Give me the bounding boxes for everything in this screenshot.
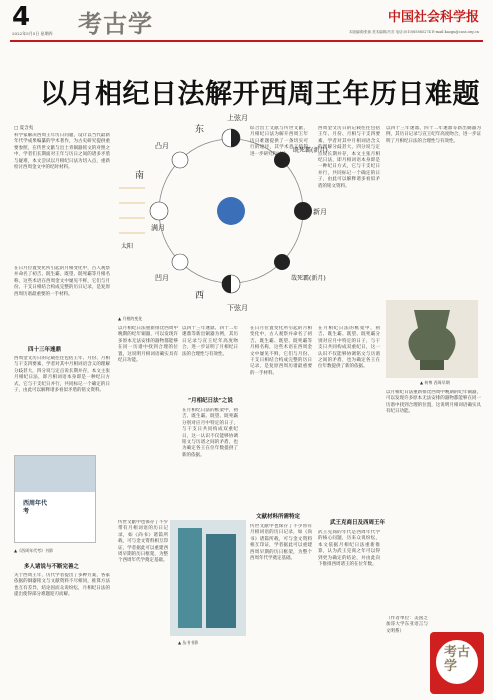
- bronze-vessel-image: [386, 300, 478, 378]
- body-paragraph: 以月相纪日法重新排比西周中晚期的纪年铜器，可以发现许多原本无法安排的器物都能够在同一历谱中找到合理的位置，这说明月相词语确实具有纪日功能。: [118, 326, 178, 364]
- masthead-sub: 本版编辑/张蓉 美术编辑/冯芳 电话:(010)85885274 E-mail:kaogu@cass.org.cn: [348, 30, 479, 34]
- label-wang: 既死霸(新月): [293, 147, 328, 154]
- column-stamp-logo: [430, 632, 484, 694]
- moon-bottom-shade: [222, 275, 231, 293]
- label-fei-wang: 哉死霸(新月): [291, 275, 326, 282]
- body-paragraph: 以四十三年逨鼎、四十二年逨鼎等新出铜器为例，其历日记录与宣王纪年高度吻合，进一步证明了月相纪日法的合理性与有效性。: [182, 326, 238, 357]
- label-down-xian: 下弦月: [227, 304, 248, 312]
- body-paragraph: 传世文献中也保存了不少带有月相词语的历日记录，如《尚书》诸篇所载，可与金文资料相互印证，学者据此可以重建西周早期的历日框架，为整个西周年代学奠定基础。: [118, 520, 168, 564]
- section-heading: 多人诸说与不断完善之: [24, 564, 80, 570]
- body-paragraph: 武王克商的年代是西周年代学的核心问题，历来众说纷纭，本文依据月相纪日法重新推算，认为武王克商之年可以得到更为确定的结论，并由此向下推排西周诸王的在位年数。: [318, 530, 380, 568]
- body-paragraph: 在月相纪日法的框架中，初吉、既生霸、既望、既死霸分别对应月中特定的日子，与干支日共同构成双重纪日，这一认识不仅能够协调铭文与历谱之间的矛盾，也为确定各王在位年数提供了新的依据。: [182, 408, 238, 458]
- series-caption: ▲ 丛书书影: [178, 640, 199, 645]
- body-paragraph: 以四十三年逨鼎、四十二年逨鼎等新出铜器为例，其历日记录与宣王纪年高度吻合，进一步证明了月相纪日法的合理性与有效性。: [386, 126, 481, 144]
- label-sun: 太阳: [121, 243, 134, 250]
- label-full: 满月: [151, 224, 165, 232]
- column-title: 考古学: [78, 9, 153, 38]
- label-up-xian: 上弦月: [227, 114, 248, 122]
- moon-tl: [172, 152, 188, 168]
- section-heading: 武王克商日及西周王年: [330, 520, 386, 526]
- page-header: [0, 0, 493, 40]
- stamp-text: 考古学: [444, 645, 471, 674]
- book-cover-image: [14, 455, 96, 543]
- body-paragraph: 西周金文历日的记载往往包括王年、月份、月相与干支四要素，学者对其中月相词语含义的理解分歧甚大，四分说与定点说长期并存，本文主张月相纪日法，即月相词语本身即是一种纪日方式，它与干支纪日并行，共同标记一个确定的日子，由此可以解释诸多看似矛盾的铭文资料。: [318, 126, 380, 189]
- body-paragraph: 在月相纪日法的框架中，初吉、既生霸、既望、既死霸分别对应月中特定的日子，与干支日共同构成双重纪日，这一认识不仅能够协调铭文与历谱之间的矛盾，也为确定各王在位年数提供了新的依据。: [318, 326, 380, 370]
- series-book-1: [178, 528, 202, 628]
- body-paragraph: 科学家解决西周王年历日问题，设计以当代最新年代学成果编纂的学术著作，为古史研究提供重要参照，在传世文献与出土青铜器铭文的对照之中，学者们长期面对王年与历日之间的诸多矛盾与疑难，本文尝试以月相纪日法为切入点，重新检讨西周金文中的纪时材料。: [14, 133, 110, 171]
- author-affiliation: （作者单位：美国芝加哥大学东亚语言与文明系）: [386, 616, 428, 634]
- section-heading: 文献材料所需特定: [256, 514, 301, 520]
- label-south: 南: [135, 171, 145, 181]
- label-west: 西: [195, 291, 205, 301]
- sunlight-arrows: [119, 188, 145, 233]
- body-paragraph: 综合出土文献与传世文献，月相纪日法为解开西周王年历日难题提供了一条切实可行的途径，其学术意义值得进一步研究和讨论。: [250, 126, 308, 157]
- body-paragraph: 西周金文历日的记载往往包括王年、月份、月相与干支四要素，学者对其中月相词语含义的理解分歧甚大，四分说与定点说长期并存，本文主张月相纪日法，即月相词语本身即是一种纪日方式，它与干支纪日并行，共同标记一个确定的日子，由此可以解释诸多看似矛盾的铭文资料。: [14, 356, 110, 394]
- byline: □ 夏含夷: [14, 126, 34, 131]
- book-series-image: [170, 520, 246, 636]
- label-new-moon: 新月: [313, 208, 327, 216]
- diagram-caption: ▲ 月相的变化: [118, 316, 143, 321]
- vessel-caption: ▲ 何尊 西周早期: [420, 380, 450, 385]
- moon-top-shade: [231, 129, 240, 147]
- label-east: 东: [195, 125, 205, 135]
- earth-icon: [217, 197, 245, 225]
- body-paragraph: 在日月位置变化所引起的月相变化中，古人观察并命名了初吉、既生霸、既望、既死霸等月相名称，这些术语在西周金文中屡见不鲜，它们与月份、干支日相结合构成完整的历日记录，是复原西周历谱最重要的一手材料。: [250, 326, 312, 376]
- label-tu: 凸月: [155, 142, 169, 150]
- moon-phase-diagram: [115, 108, 347, 314]
- masthead: 中国社会科学报: [387, 10, 479, 25]
- headline: 以月相纪日法解开西周王年历日难题: [40, 79, 480, 110]
- book-cover-band: [15, 456, 95, 492]
- book-cover-title: 西周年代 考: [23, 500, 48, 515]
- body-paragraph: 以月相纪日法重新排比西周中晚期的纪年铜器，可以发现许多原本无法安排的器物都能够在同一历谱中找到合理的位置，这说明月相词语确实具有纪日功能。: [386, 390, 481, 415]
- vessel-base: [420, 360, 444, 370]
- header-rule: [10, 40, 483, 42]
- body-paragraph: 关于西周王年，历代学者提出了多种方案，各家依据的铜器铭文与文献资料不尽相同，推算方法也互有差异，结论因而众说纷纭，月相纪日法的提出使得部分难题迎刃而解。: [14, 573, 110, 598]
- body-paragraph: 在日月位置变化所引起的月相变化中，古人观察并命名了初吉、既生霸、既望、既死霸等月相名称，这些术语在西周金文中屡见不鲜，它们与月份、干支日相结合构成完整的历日记录，是复原西周历谱最重要的一手材料。: [14, 266, 110, 297]
- issue-date: 2022年5月5日 星期四: [12, 31, 53, 36]
- book-caption: ▲《西周年代考》书影: [14, 548, 54, 553]
- moon-bl: [172, 254, 188, 270]
- series-book-2: [206, 534, 236, 628]
- page-number: 4: [12, 2, 31, 32]
- body-paragraph: 传世文献中也保存了不少带有月相词语的历日记录，如《尚书》诸篇所载，可与金文资料相互印证，学者据此可以重建西周早期的历日框架，为整个西周年代学奠定基础。: [250, 524, 312, 562]
- moon-left: [150, 202, 168, 220]
- label-ao: 凹月: [155, 274, 169, 282]
- section-heading: 四十三年逨鼎: [28, 347, 62, 353]
- section-heading: “月相纪日法”之说: [188, 398, 233, 404]
